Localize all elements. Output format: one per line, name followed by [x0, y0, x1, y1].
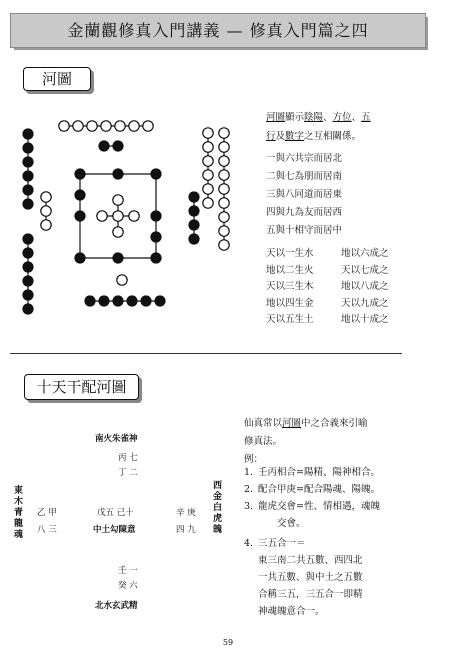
item-line: 壬丙相合=陽精、陽神相合。	[258, 467, 380, 478]
intro-text: 修真法。	[244, 436, 283, 447]
earth-text: 地以六成之	[341, 248, 389, 259]
east-eight-dot	[23, 290, 33, 300]
underlined-term: 行	[266, 131, 276, 142]
item-line: 配合甲庚=配合陽魂、陽魄。	[258, 484, 380, 495]
south-seven-dot	[87, 121, 97, 131]
west-title: 西金白虎魄	[212, 481, 222, 535]
west-nine-outer-dot	[219, 156, 229, 166]
west-four-dot	[189, 206, 199, 216]
header-title: 金蘭觀修真入門講義 — 修真入門篇之四	[67, 21, 369, 40]
south-seven-dot	[129, 121, 139, 131]
item-line: 交會。	[258, 518, 306, 529]
item-number: 1.	[244, 467, 254, 478]
west-nine-dot	[203, 156, 213, 166]
south-top: 丙 七	[118, 453, 138, 463]
east-three-dot	[41, 206, 51, 216]
south-seven-dot	[115, 121, 125, 131]
west-four-dot	[189, 192, 199, 202]
intro-text: 仙真常以	[244, 418, 283, 429]
east-eight-dot	[23, 157, 33, 167]
east-three-dot	[41, 192, 51, 202]
item-number: 2.	[244, 484, 254, 495]
underlined-term: 五	[361, 112, 371, 123]
intro-text: 中之合義來引喻	[301, 418, 368, 429]
header-banner	[10, 13, 426, 48]
item-number: 4.	[244, 538, 254, 549]
intro-line	[244, 433, 368, 451]
center-ten-dot	[151, 211, 161, 221]
north-six-dot	[99, 296, 109, 306]
east-eight-dot	[23, 234, 33, 244]
east-eight-dot	[23, 185, 33, 195]
west-nine-outer-dot	[219, 198, 229, 208]
east-eight-dot	[23, 129, 33, 139]
east-three-dot	[41, 220, 51, 230]
west-nine-outer-dot	[219, 128, 229, 138]
intro-text: 之互相關係。	[304, 131, 362, 142]
north-six-dot	[85, 296, 95, 306]
west-nine-outer-dot	[219, 184, 229, 194]
intro-text: 、	[323, 112, 333, 123]
item-line: 一共五數、與中土之五數	[258, 572, 363, 583]
east-eight-dot	[23, 276, 33, 286]
earth-text: 地以十成之	[341, 314, 389, 325]
sky-earth-line	[266, 279, 389, 296]
north-six-dot	[127, 296, 137, 306]
underlined-term: 數字	[285, 131, 305, 142]
west-four-dot	[189, 220, 199, 230]
south-seven-dot	[143, 121, 153, 131]
east-a: 乙 甲	[37, 508, 57, 518]
center-ten-dot	[75, 211, 85, 221]
east-eight-dot	[23, 262, 33, 272]
hetu-pair-line: 三與八同道而居東	[266, 189, 343, 200]
section-label-text: 河圖	[41, 70, 72, 88]
center-a: 戊五 己十	[97, 508, 134, 518]
section-divider	[10, 353, 402, 354]
hetu-diagram	[18, 112, 234, 328]
west-nine-outer-dot	[219, 170, 229, 180]
west-a: 辛 庚	[176, 508, 196, 518]
center-ten-dot	[151, 253, 161, 263]
hetu-pair-line: 四與九為友而居西	[266, 207, 343, 218]
center-ten-dot	[75, 190, 85, 200]
earth-text: 天以九成之	[341, 297, 389, 309]
east-eight-dot	[23, 199, 33, 209]
west-four-dot	[189, 234, 199, 244]
intro-line	[244, 415, 368, 433]
north-one-dot	[117, 275, 127, 285]
south-seven-dot	[101, 121, 111, 131]
center-ten-dot	[113, 169, 123, 179]
west-nine-dot	[203, 142, 213, 152]
north-six-dot	[141, 296, 151, 306]
sky-earth-line	[266, 312, 389, 329]
west-nine-outer-dot	[219, 142, 229, 152]
item-line: 三五合一＝	[258, 538, 306, 549]
west-b: 四 九	[176, 525, 196, 535]
north-bottom: 癸 六	[118, 581, 138, 591]
east-title: 東木青龍魂	[13, 486, 23, 540]
center-five-dot	[129, 211, 139, 221]
north-title: 北水玄武精	[95, 601, 138, 611]
hetu-pair-line: 五與十相守而居中	[266, 225, 343, 236]
item-line: 合稱三五，三五合一即精	[258, 589, 363, 600]
section-label-hetu	[23, 67, 91, 91]
item-line: 東三南二共五數、西四北	[258, 555, 363, 566]
north-six-dot	[113, 296, 123, 306]
center-ten-dot	[75, 253, 85, 263]
sky-earth-line	[266, 263, 389, 280]
center-five-dot	[113, 195, 123, 205]
underlined-term: 方位	[332, 112, 352, 123]
section-label-tiangan	[24, 374, 139, 400]
example-item	[244, 464, 380, 481]
east-eight-dot	[23, 248, 33, 258]
example-item	[244, 498, 380, 532]
example-item	[244, 535, 380, 620]
intro-line	[266, 127, 371, 146]
west-nine-dot	[203, 128, 213, 138]
intro-text: 顯示	[285, 112, 305, 123]
center-five-dot	[97, 211, 107, 221]
sky-text: 地以四生金	[266, 297, 314, 309]
page-number: 59	[222, 638, 234, 647]
north-six-dot	[155, 296, 165, 306]
west-nine-outer-dot	[219, 240, 229, 250]
west-nine-outer-dot	[219, 212, 229, 222]
west-nine-dot	[203, 198, 213, 208]
south-seven-dot	[73, 121, 83, 131]
east-b: 八 三	[37, 525, 57, 535]
item-line: 龍虎交會=性、情相遇，魂魄	[258, 501, 380, 512]
west-nine-dot	[203, 184, 213, 194]
hetu-pair-line: 一與六共宗而居北	[266, 153, 343, 164]
earth-text: 天以七成之	[341, 264, 389, 276]
north-top: 壬 一	[118, 566, 138, 576]
center-ten-dot	[113, 253, 123, 263]
center-ten-dot	[151, 169, 161, 179]
hetu-pairs-list	[266, 150, 342, 240]
hetu-pair-line: 二與七為朋而居南	[266, 171, 343, 182]
center-ten-dot	[75, 169, 85, 179]
sky-earth-line	[266, 296, 389, 313]
south-seven-dot	[59, 121, 69, 131]
sky-text: 天以三生木	[266, 281, 314, 292]
south-title: 南火朱雀神	[95, 434, 138, 444]
example-label: 例：	[244, 454, 264, 465]
hetu-intro	[266, 108, 371, 146]
tiangan-items	[244, 464, 380, 620]
south-two-dot	[113, 141, 123, 151]
south-bottom: 丁 二	[118, 468, 138, 478]
sky-text: 天以一生水	[266, 248, 314, 259]
east-eight-dot	[23, 171, 33, 181]
intro-line	[266, 108, 371, 127]
sky-earth-line	[266, 246, 389, 263]
underlined-term: 陰陽	[304, 112, 324, 123]
hetu-sky-earth-list	[266, 246, 389, 329]
section-label-text: 十天干配河圖	[36, 378, 127, 396]
east-eight-dot	[23, 143, 33, 153]
tiangan-intro	[244, 415, 368, 451]
south-two-dot	[99, 141, 109, 151]
center-five-dot	[113, 211, 123, 221]
west-nine-outer-dot	[219, 226, 229, 236]
item-line: 神魂魄意合一。	[258, 606, 325, 617]
earth-text: 地以八成之	[341, 281, 389, 292]
center-ten-dot	[151, 232, 161, 242]
underlined-term: 河圖	[282, 418, 302, 429]
center-five-dot	[113, 227, 123, 237]
example-item	[244, 481, 380, 498]
west-nine-dot	[203, 170, 213, 180]
intro-text: 、	[351, 112, 362, 123]
sky-text: 天以五生土	[266, 314, 314, 325]
east-eight-dot	[23, 304, 33, 314]
sky-text: 地以二生火	[266, 264, 314, 276]
item-number: 3.	[244, 501, 254, 512]
center-b: 中土勾陳意	[93, 525, 136, 535]
underlined-term: 河圖	[266, 112, 286, 123]
intro-text: 及	[275, 131, 286, 142]
